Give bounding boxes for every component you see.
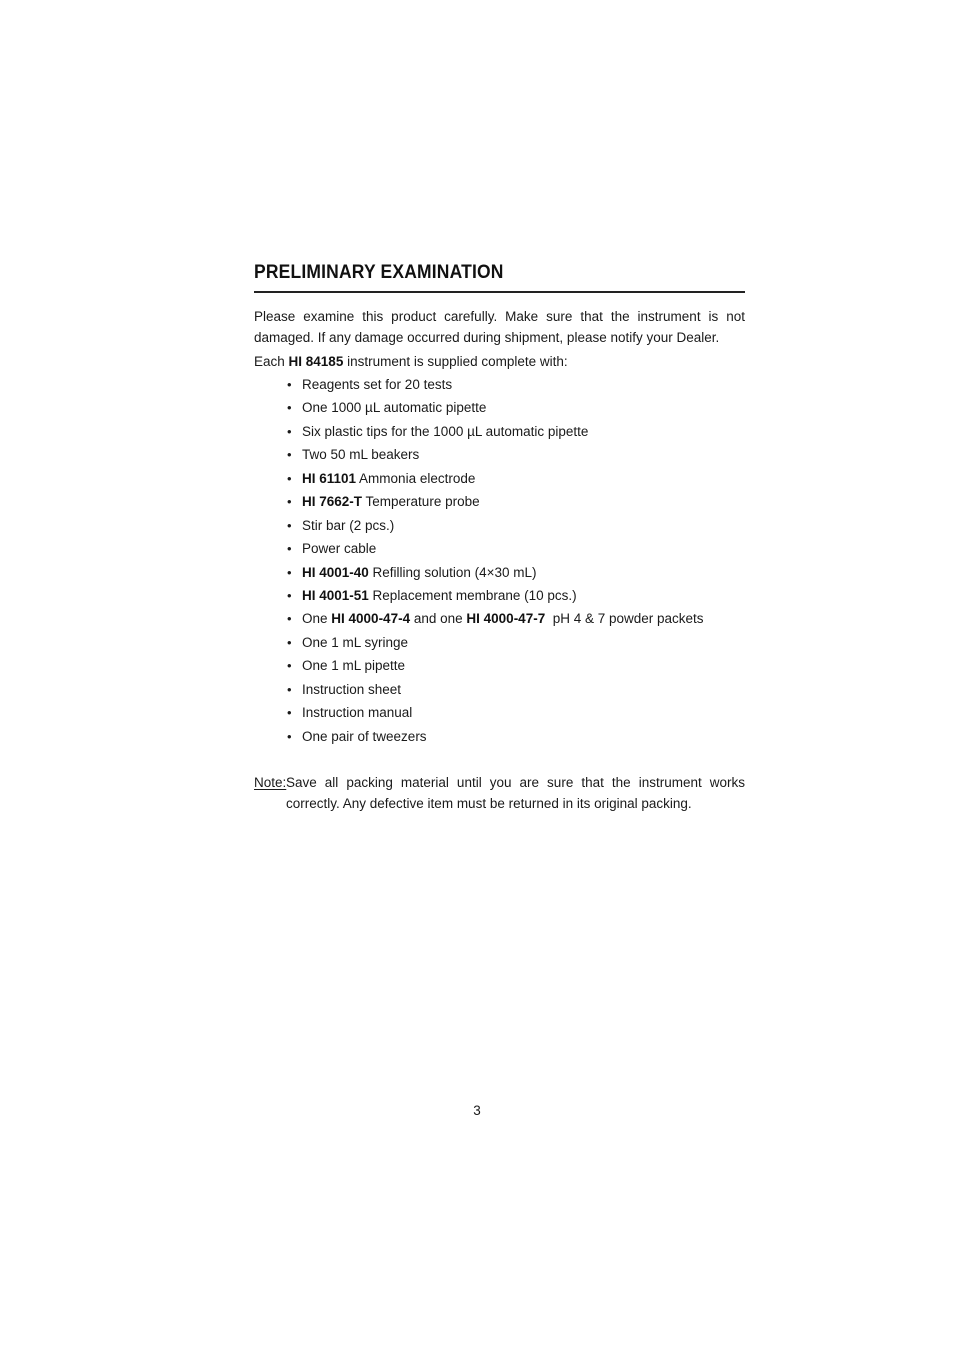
item-text: One 1000 µL automatic pipette <box>302 400 487 416</box>
supplied-suffix: instrument is supplied complete with: <box>343 354 568 369</box>
page-number: 3 <box>473 1103 481 1118</box>
list-item <box>286 515 704 538</box>
intro-paragraph: Please examine this product carefully. Make sure that the instrument is not damaged. If any damage occurred during shipment, please notify your Dealer. <box>254 309 745 345</box>
list-item <box>286 726 704 749</box>
list-item <box>286 421 704 444</box>
item-text: Replacement membrane (10 pcs.) <box>368 587 577 603</box>
list-item <box>286 374 704 397</box>
item-code: HI 4000-47-4 <box>331 611 411 627</box>
note-body: Save all packing material until you are sure that the instrument works correctly. Any defective item must be returned in its original packing. <box>286 775 745 811</box>
list-item <box>286 444 704 467</box>
item-text: Six plastic tips for the 1000 µL automatic pipette <box>302 423 589 439</box>
contents-list <box>286 374 704 749</box>
list-item <box>286 608 704 631</box>
item-text: Instruction sheet <box>302 681 402 697</box>
item-code: HI 7662-T <box>302 494 363 510</box>
model-code: HI 84185 <box>288 354 344 369</box>
item-code: HI 61101 <box>302 470 357 486</box>
list-item <box>286 632 704 655</box>
item-text: Power cable <box>302 541 377 557</box>
item-text: Two 50 mL beakers <box>302 447 420 463</box>
item-text: Stir bar (2 pcs.) <box>302 517 395 533</box>
supplied-line <box>254 351 745 372</box>
list-item <box>286 468 704 491</box>
item-text: Temperature probe <box>362 494 480 510</box>
item-text: One <box>302 611 332 627</box>
list-item <box>286 562 704 585</box>
list-item <box>286 702 704 725</box>
item-text: and one <box>410 611 467 627</box>
list-item <box>286 585 704 608</box>
section-title: PRELIMINARY EXAMINATION <box>254 262 504 283</box>
supplied-prefix: Each <box>254 354 289 369</box>
item-code: HI 4001-51 <box>302 587 369 603</box>
title-underline-rule <box>254 291 745 293</box>
item-text: pH 4 & 7 powder packets <box>545 611 704 627</box>
item-text: One 1 mL syringe <box>302 634 409 650</box>
list-item <box>286 655 704 678</box>
item-text: One pair of tweezers <box>302 728 427 744</box>
list-item <box>286 397 704 420</box>
item-text: Reagents set for 20 tests <box>302 377 453 392</box>
item-text: Instruction manual <box>302 705 413 721</box>
item-text: One 1 mL pipette <box>302 658 406 674</box>
list-item <box>286 538 704 561</box>
item-code: HI 4001-40 <box>302 564 369 580</box>
list-item <box>286 491 704 514</box>
list-item <box>286 679 704 702</box>
item-text: Ammonia electrode <box>356 470 476 486</box>
note-label: Note: <box>254 775 287 790</box>
item-text: Refilling solution (4×30 mL) <box>368 564 537 580</box>
item-code: HI 4000-47-7 <box>466 611 546 627</box>
